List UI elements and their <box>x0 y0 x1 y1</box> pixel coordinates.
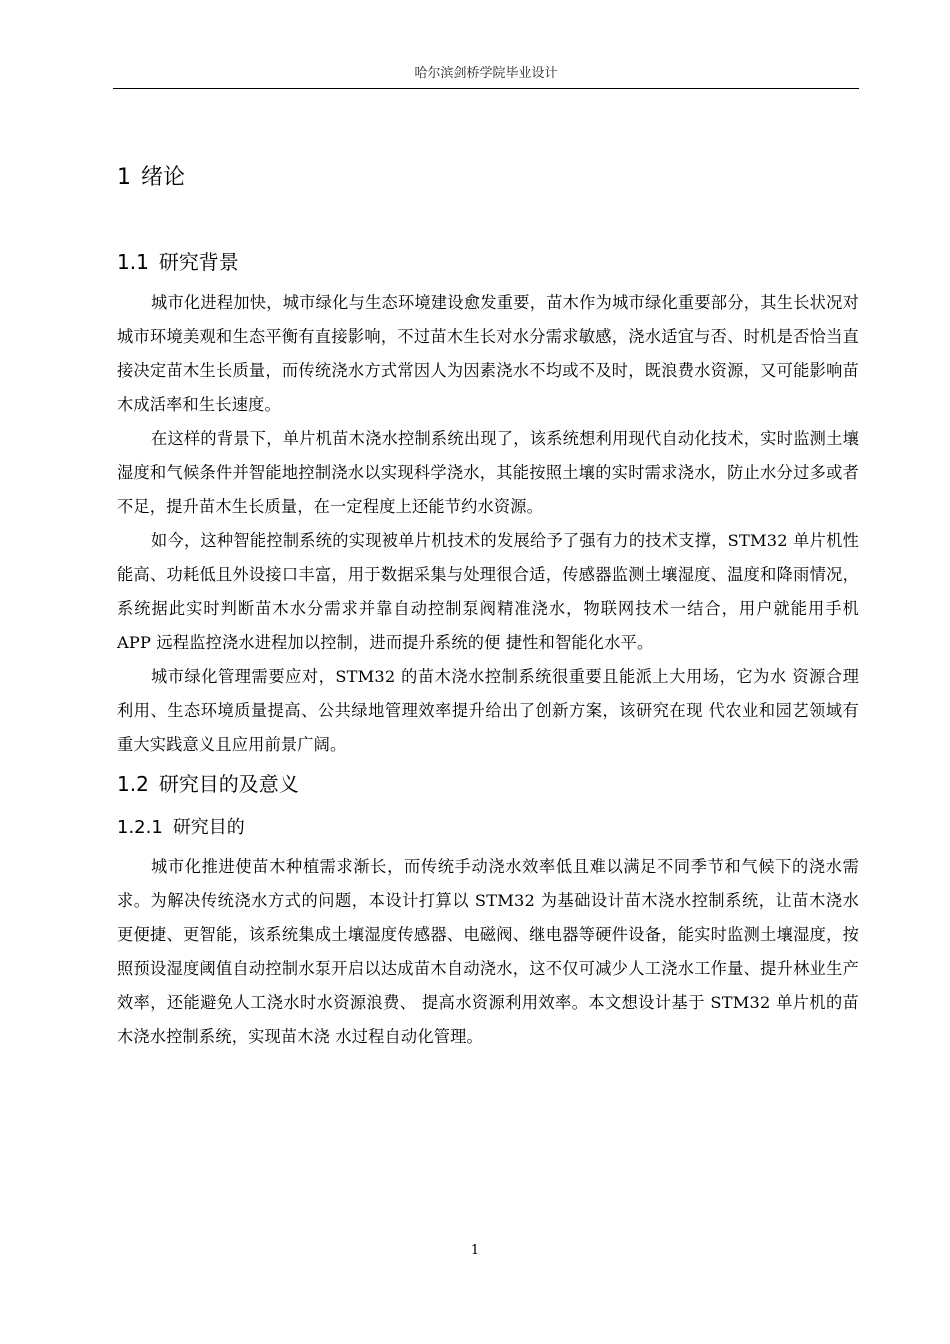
paragraph: 城市化进程加快，城市绿化与生态环境建设愈发重要，苗木作为城市绿化重要部分，其生长状况对城市环境美观和生态平衡有直接影响，不过苗木生长对水分需求敏感，浇水适宜与否、时机是否恰当直接决定苗木生长质量，而传统浇水方式常因人为因素浇水不均或不及时，既浪费水资源，又可能影响苗木成活率和生长速度。 <box>117 293 859 414</box>
paragraph: 城市绿化管理需要应对，STM32 的苗木浇水控制系统很重要且能派上大用场，它为水 资源合理利用、生态环境质量提高、公共绿地管理效率提升给出了创新方案，该研究在现 代农业和园艺领域有重大实践意义且应用前景广阔。 <box>117 667 859 754</box>
section-heading-1-2 <box>117 768 859 800</box>
page-number: 1 <box>470 1243 480 1258</box>
page-header: 哈尔滨剑桥学院毕业设计 <box>414 66 558 81</box>
chapter-title: 绪论 <box>141 165 186 190</box>
subsection-title: 研究目的 <box>172 817 245 838</box>
section-number: 1.1 <box>117 250 149 274</box>
section-title: 研究目的及意义 <box>158 772 299 796</box>
subsection-number: 1.2.1 <box>117 817 163 838</box>
section-title: 研究背景 <box>158 250 239 274</box>
paragraph: 城市化推进使苗木种植需求渐长，而传统手动浇水效率低且难以满足不同季节和气候下的浇水需求。为解决传统浇水方式的问题，本设计打算以 STM32 为基础设计苗木浇水控制系统，让苗木浇水更便捷、更智能，该系统集成土壤湿度传感器、电磁阀、继电器等硬件设备，能实时监测土壤湿度，按照预设湿度阈值自动控制水泵开启以达成苗木自动浇水，这不仅可减少人工浇水工作量、提升林业生产效率，还能避免人工浇水时水资源浪费、 提高水资源利用效率。本文想设计基于 STM32 单片机的苗木浇水控制系统，实现苗木浇 水过程自动化管理。 <box>117 857 859 1046</box>
document-body <box>117 160 859 1054</box>
paragraph: 在这样的背景下，单片机苗木浇水控制系统出现了，该系统想利用现代自动化技术，实时监测土壤湿度和气候条件并智能地控制浇水以实现科学浇水，其能按照土壤的实时需求浇水，防止水分过多或者不足，提升苗木生长质量，在一定程度上还能节约水资源。 <box>117 429 859 516</box>
chapter-number: 1 <box>117 165 131 190</box>
paragraph: 如今，这种智能控制系统的实现被单片机技术的发展给予了强有力的技术支撑，STM32 单片机性能高、功耗低且外设接口丰富，用于数据采集与处理很合适，传感器监测土壤湿度、温度和降雨情况，系统据此实时判断苗木水分需求并靠自动控制泵阀精准浇水，物联网技术一结合，用户就能用手机 APP 远程监控浇水进程加以控制，进而提升系统的便 捷性和智能化水平。 <box>117 531 859 652</box>
subsection-heading-1-2-1 <box>117 812 859 844</box>
header-rule <box>113 88 859 89</box>
section-number: 1.2 <box>117 772 149 796</box>
chapter-heading <box>117 160 859 196</box>
section-heading-1-1 <box>117 246 859 278</box>
